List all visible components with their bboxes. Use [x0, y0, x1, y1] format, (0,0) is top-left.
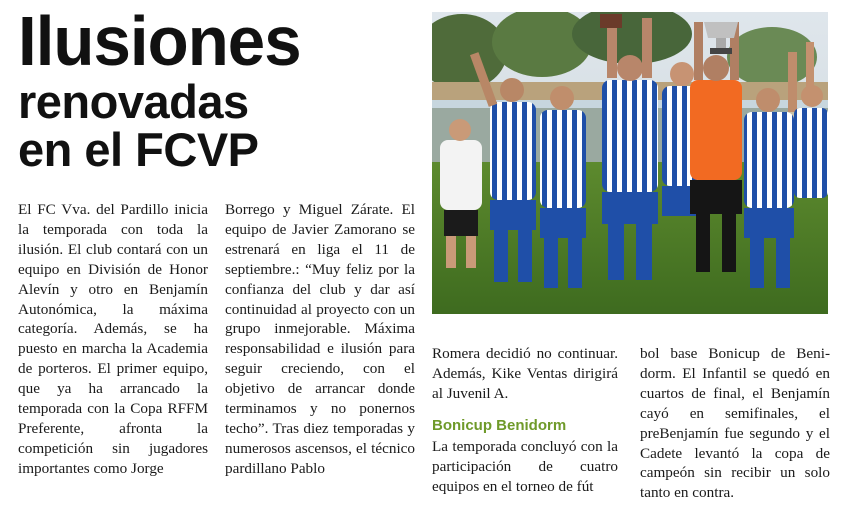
article-column-1: [18, 200, 208, 479]
headline: [18, 4, 418, 174]
section-subhead: Bonicup Benidorm: [432, 416, 567, 434]
paragraph: El FC Vva. del Pardillo inicia la temporada con toda la ilusión. El club contará con un equipo en División de Honor Alevín y otro en Benjamín Autonómica, la máxima categoría. Además, se ha puesto en marcha la Academia de porteros. El primer equipo, que ya ha arrancado la temporada con la Copa RFFM Preferente, afronta la competición sin jugadores importantes como Jorge: [18, 201, 208, 477]
paragraph: La temporada concluyó con la participación de cuatro equipos en el torneo de fút: [432, 437, 618, 495]
article-column-3: [432, 344, 618, 496]
headline-line-2: renovadas: [18, 75, 249, 128]
photo-illustration: [432, 12, 828, 314]
paragraph: Romera decidió no continuar. Además, Kike Ventas dirigirá al Juvenil A.: [432, 345, 618, 402]
article-column-2: [225, 200, 415, 479]
paragraph: bol base Bonicup de Benidorm. El Infantil se quedó en cuartos de final, el Benjamín cayó en semifinales, el preBenjamín fue segundo y el Cadete levantó la copa de campeón sin recibir un solo tanto en contra.: [640, 345, 830, 502]
paragraph: Borrego y Miguel Zárate. El equipo de Javier Zamorano se estrenará en liga el 11 de septiembre.: “Muy feliz por la confianza del club y dar así continuidad al proyecto con un grupo inmejorable. Máxima responsabilidad e ilusión para seguir creciendo, con el objetivo de arrancar donde terminamos y no ponernos techo”. Tras diez temporadas y numerosos ascensos, el técnico pardillano Pablo: [225, 201, 415, 477]
article-column-4: [640, 344, 830, 503]
team-celebration-photo: [432, 12, 828, 314]
headline-line-1: Ilusiones: [18, 2, 301, 80]
headline-line-3: en el FCVP: [18, 123, 259, 176]
